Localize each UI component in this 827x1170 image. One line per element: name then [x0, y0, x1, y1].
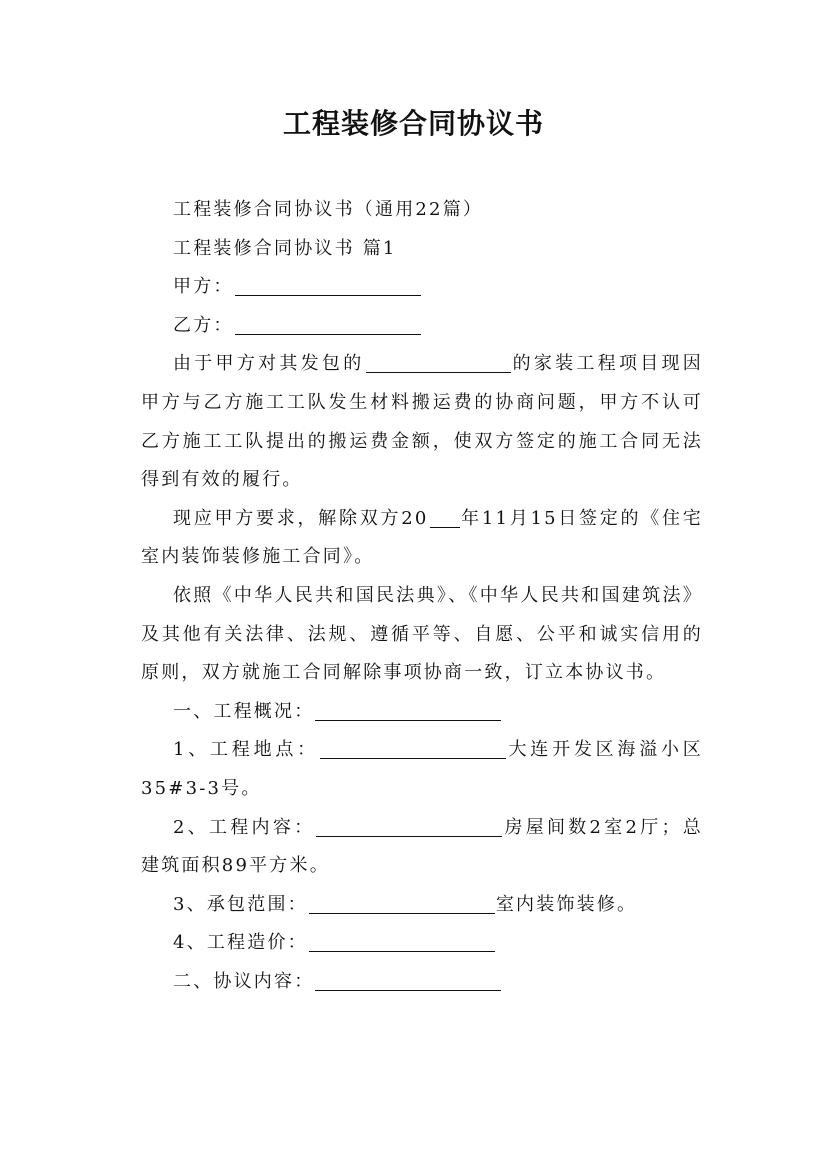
paragraph-2	[141, 500, 703, 577]
item-3-label: 3、承包范围：	[173, 893, 308, 915]
paragraph-1-before: 由于甲方对其发包的	[173, 353, 365, 375]
item-1-blank	[320, 738, 506, 759]
paragraph-1	[141, 345, 703, 499]
party-a-label: 甲方：	[173, 276, 234, 298]
item-2	[141, 809, 703, 886]
section-1-line	[141, 693, 703, 732]
item-1-value: 大连开发区海溢小区35#3-3号。	[141, 739, 703, 799]
item-4	[141, 924, 703, 963]
document-body	[141, 191, 703, 1001]
document-subtitle: 工程装修合同协议书（通用22篇）	[173, 199, 484, 220]
item-1	[141, 731, 703, 808]
item-4-label: 4、工程造价：	[173, 932, 308, 954]
section-heading: 工程装修合同协议书 篇1	[173, 237, 397, 259]
item-1-label: 1、工程地点：	[173, 739, 319, 761]
item-3-blank	[309, 893, 495, 914]
paragraph-2-before: 现应甲方要求，解除双方20	[173, 507, 429, 529]
party-b-blank	[235, 314, 421, 335]
party-b-line	[141, 307, 703, 346]
paragraph-2-after: 年11月15日签定的《住宅室内装饰装修施工合同》。	[141, 507, 703, 568]
party-b-label: 乙方：	[173, 314, 234, 336]
party-a-blank	[235, 275, 421, 296]
section-2-blank	[315, 970, 501, 991]
paragraph-3: 依照《中华人民共和国民法典》、《中华人民共和国建筑法》及其他有关法律、法规、遵循平等、自愿、公平和诚实信用的原则，双方就施工合同解除事项协商一致，订立本协议书。	[141, 584, 703, 684]
item-2-label: 2、工程内容：	[173, 816, 316, 838]
party-a-line	[141, 268, 703, 307]
section-1-blank	[315, 700, 501, 721]
item-4-blank	[309, 931, 495, 952]
item-3	[141, 886, 703, 925]
section-1-label: 一、工程概况：	[173, 700, 315, 722]
item-3-value: 室内装饰装修。	[495, 893, 638, 915]
item-2-blank	[316, 816, 502, 837]
section-2-label: 二、协议内容：	[173, 970, 315, 992]
section-2-line	[141, 963, 703, 1002]
project-blank	[366, 352, 511, 373]
item-2-value: 房屋间数2室2厅；总建筑面积89平方米。	[141, 816, 704, 877]
year-blank	[430, 507, 460, 528]
document-title: 工程装修合同协议书	[282, 107, 544, 140]
paragraph-1-after: 的家装工程项目现因甲方与乙方施工工队发生材料搬运费的协商问题，甲方不认可乙方施工工队提出的搬运费金额，使双方签定的施工合同无法得到有效的履行。	[141, 353, 703, 491]
